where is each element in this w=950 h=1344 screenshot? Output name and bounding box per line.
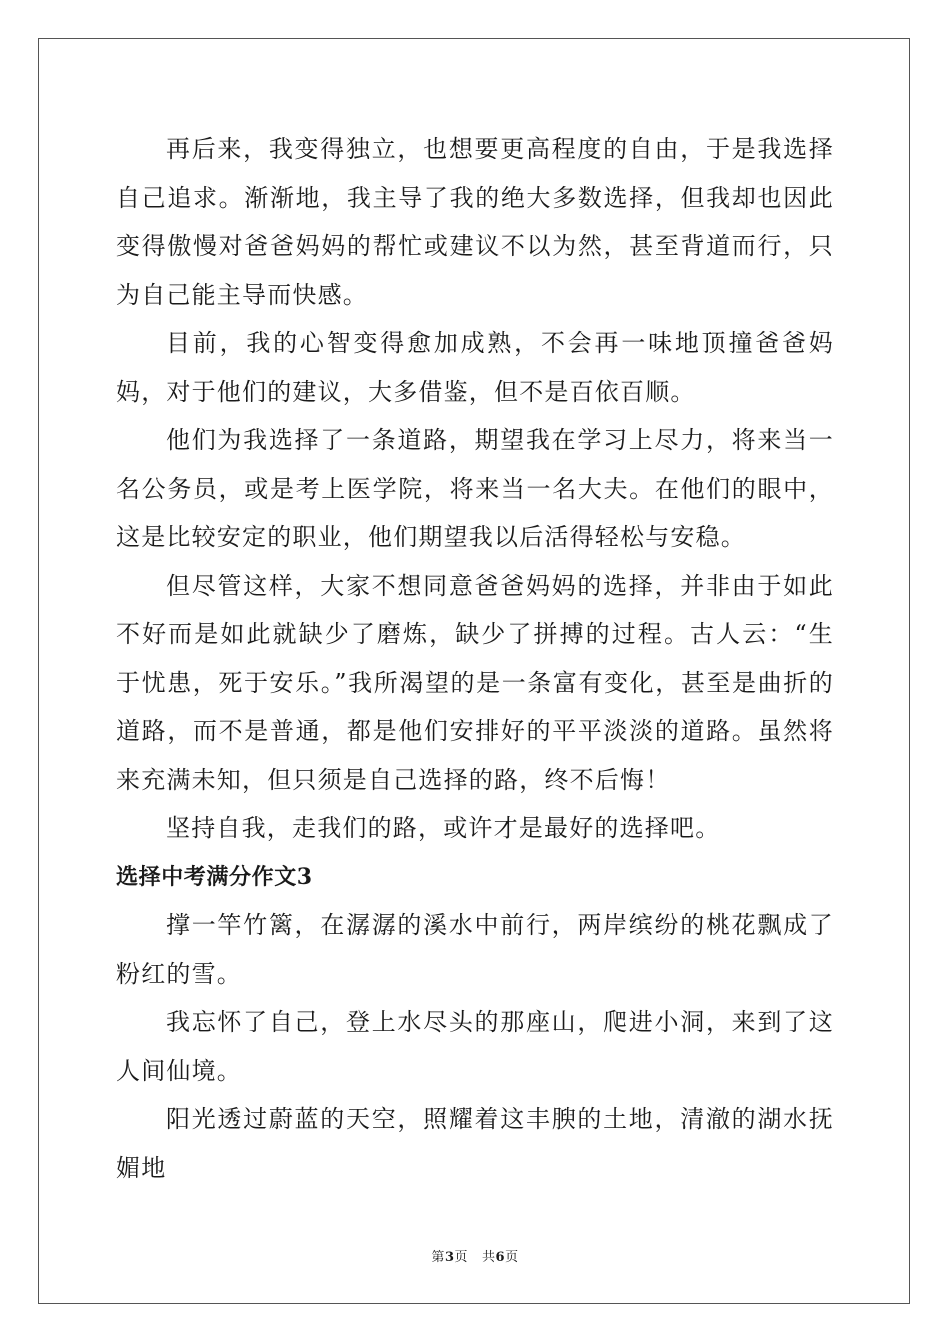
page-total: 6: [495, 1250, 506, 1265]
document-body: [116, 125, 834, 1192]
paragraph: 我忘怀了自己，登上水尽头的那座山，爬进小洞，来到了这人间仙境。: [116, 1008, 834, 1085]
paragraph: 坚持自我，走我们的路，或许才是最好的选择吧。: [166, 814, 721, 842]
page-number-suffix: 页: [454, 1250, 468, 1265]
paragraph: 阳光透过蔚蓝的天空，照耀着这丰腴的土地，清澈的湖水抚媚地: [116, 1105, 834, 1182]
page-number-current: 3: [444, 1250, 455, 1265]
paragraph: 撑一竿竹篱，在潺潺的溪水中前行，两岸缤纷的桃花飘成了粉红的雪。: [116, 911, 834, 988]
paragraph: 但尽管这样，大家不想同意爸爸妈妈的选择，并非由于如此不好而是如此就缺少了磨炼，缺少了拼搏的过程。古人云：“生于忧患，死于安乐。”我所渴望的是一条富有变化，甚至是曲折的道路，而不是普通，都是他们安排好的平平淡淡的道路。虽然将来充满未知，但只须是自己选择的路，终不后悔！: [116, 571, 834, 794]
page-total-prefix: 共: [482, 1250, 496, 1265]
page-number-prefix: 第: [431, 1250, 445, 1265]
paragraph: 再后来，我变得独立，也想要更高程度的自由，于是我选择自己追求。渐渐地，我主导了我的绝大多数选择，但我却也因此变得傲慢对爸爸妈妈的帮忙或建议不以为然，甚至背道而行，只为自己能主导而快感。: [116, 135, 834, 309]
paragraph: 目前，我的心智变得愈加成熟，不会再一味地顶撞爸爸妈妈，对于他们的建议，大多借鉴，但不是百依百顺。: [116, 329, 834, 406]
page-footer: [0, 1246, 950, 1265]
page-total-suffix: 页: [505, 1250, 519, 1265]
section-heading: 选择中考满分作文3: [116, 863, 313, 890]
paragraph: 他们为我选择了一条道路，期望我在学习上尽力，将来当一名公务员，或是考上医学院，将来当一名大夫。在他们的眼中，这是比较安定的职业，他们期望我以后活得轻松与安稳。: [116, 426, 834, 551]
